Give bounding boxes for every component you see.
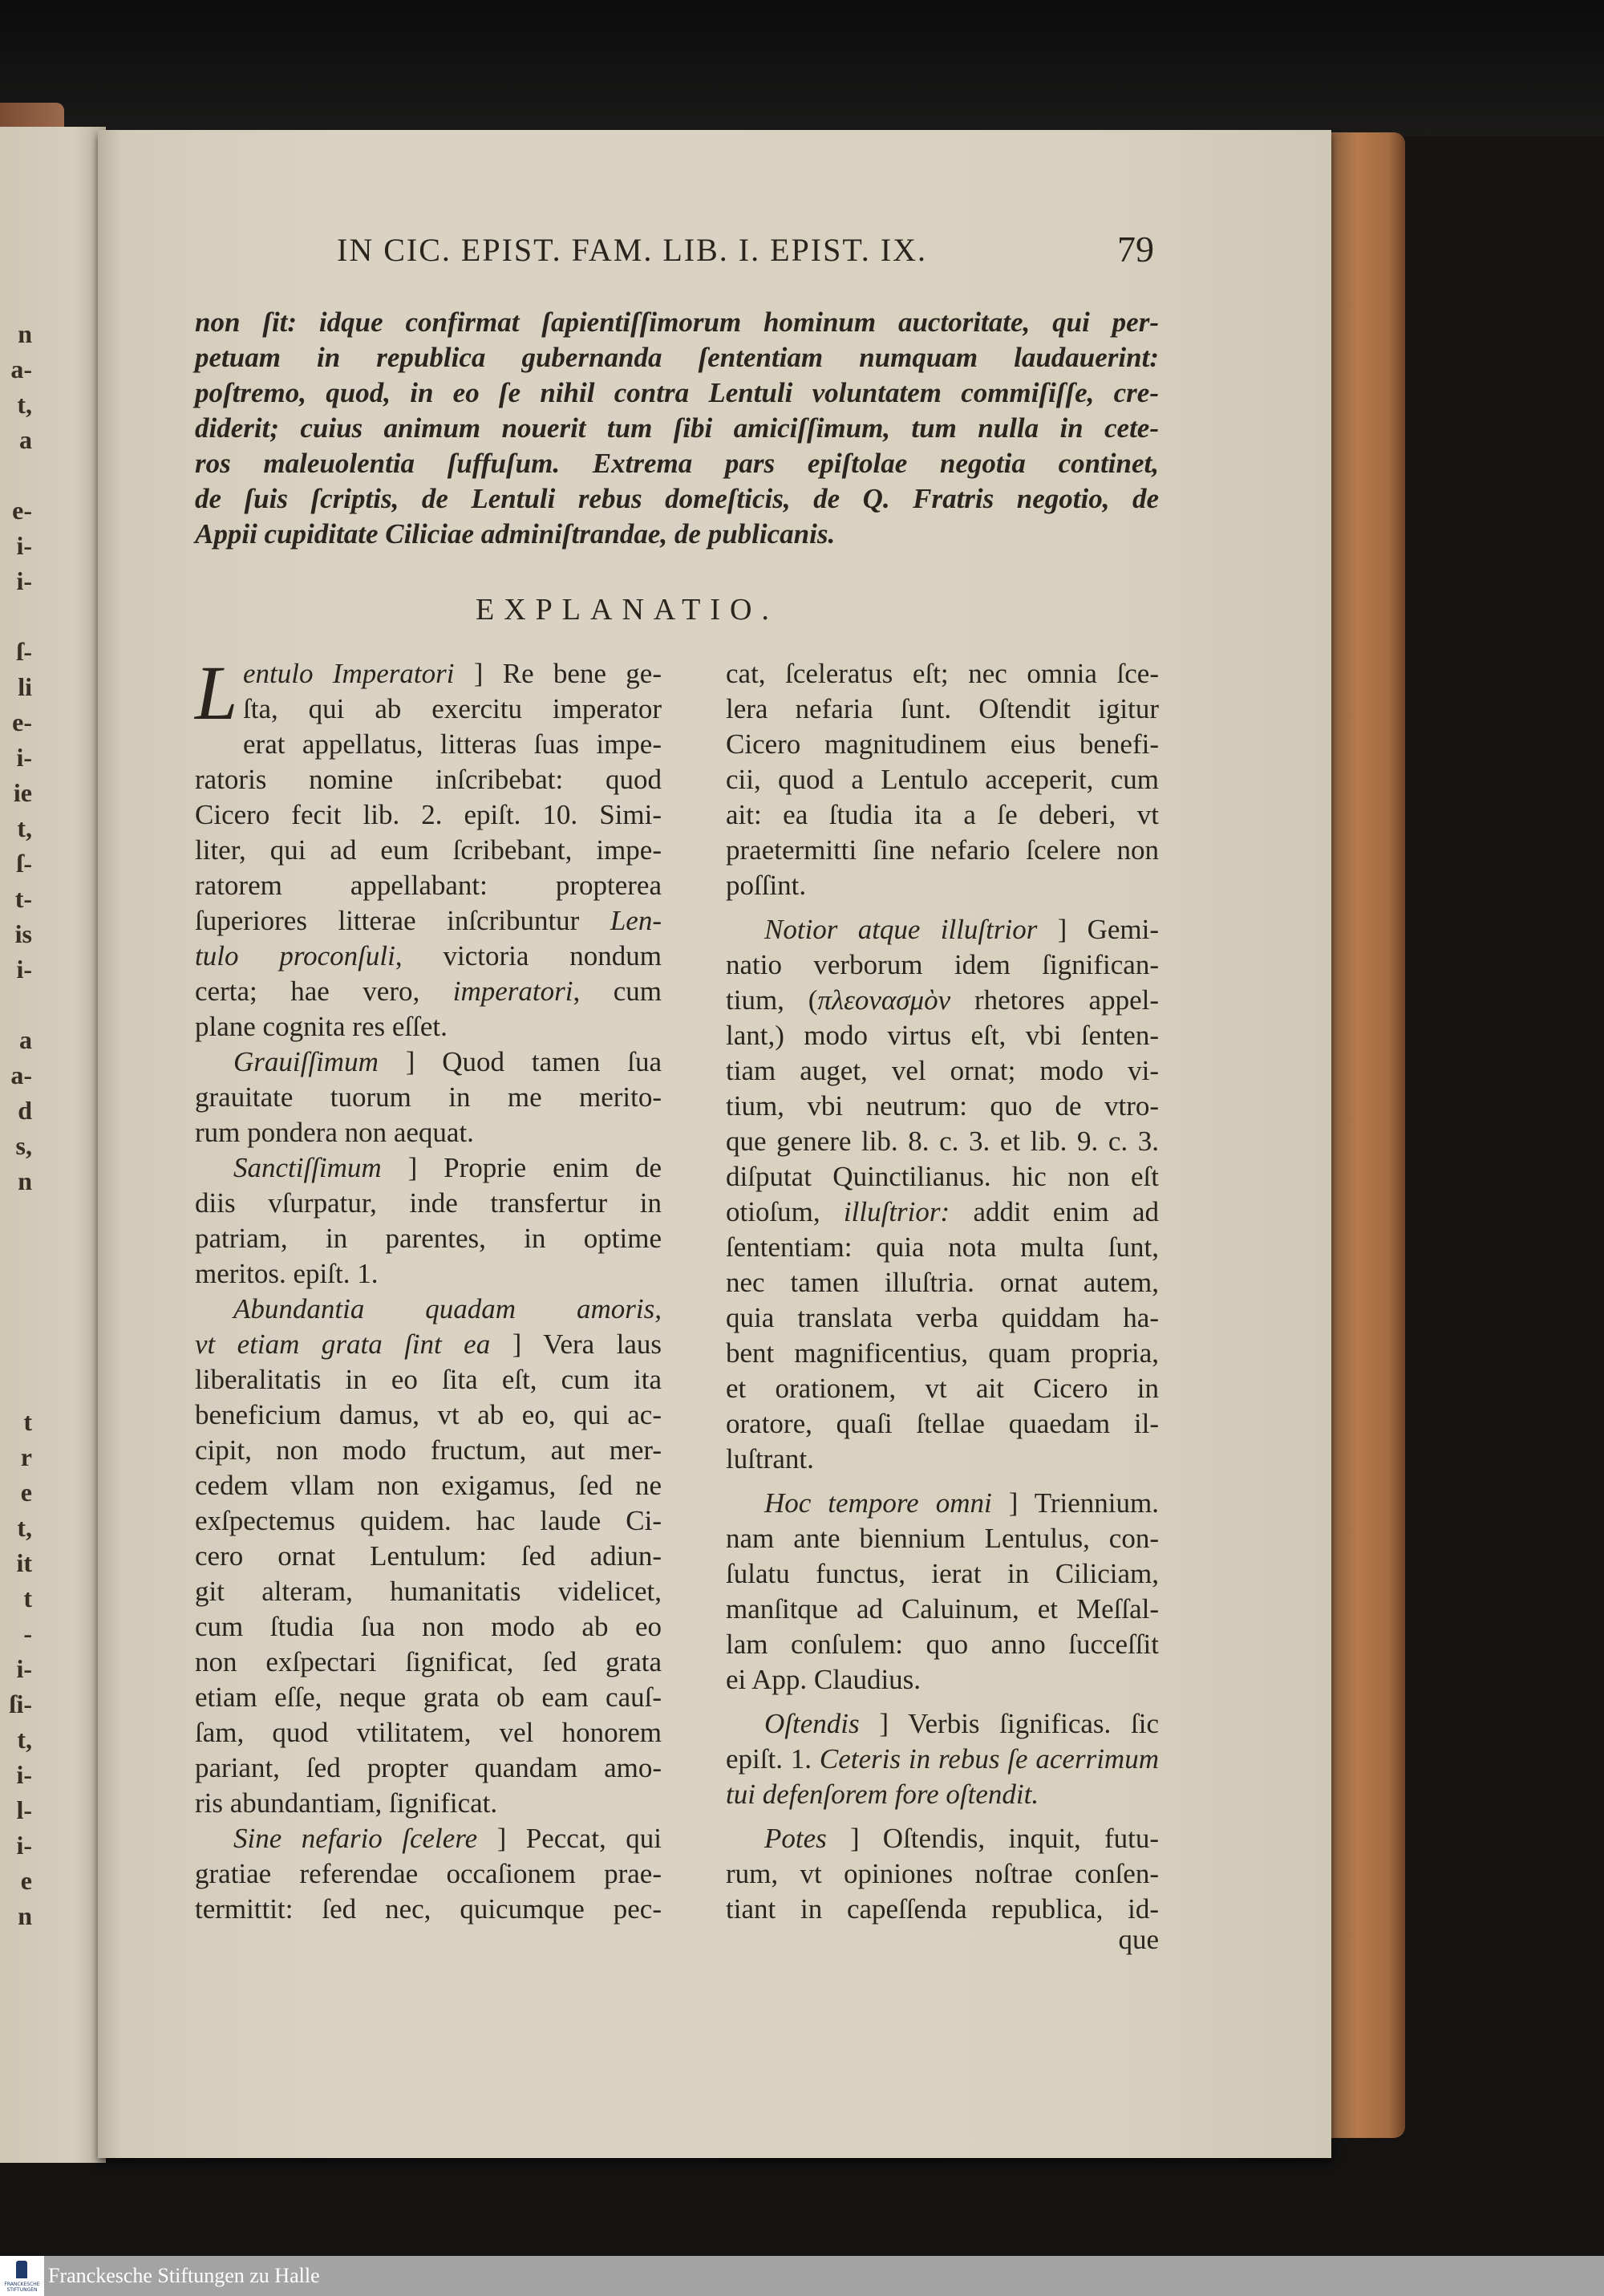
text-segment: ſulatu functus, ierat in Ciliciam, — [726, 1558, 1159, 1589]
paragraph — [726, 656, 1159, 903]
text-line — [195, 1045, 662, 1080]
text-line — [195, 939, 662, 974]
text-segment: Cicero fecit lib. 2. epiſt. 10. Simi- — [195, 799, 662, 830]
text-segment: pariant, ſed propter quandam amo- — [195, 1752, 662, 1783]
text-segment: plane cognita res eſſet. — [195, 1011, 448, 1042]
text-line — [726, 983, 1159, 1018]
left-page — [0, 127, 106, 2163]
text-line — [726, 727, 1159, 762]
text-segment: quia translata verba quiddam ha- — [726, 1302, 1159, 1333]
text-line — [195, 797, 662, 833]
italic-lemma: Abundantia quadam amoris, — [233, 1293, 662, 1324]
text-line — [195, 1150, 662, 1186]
text-segment: ] Vera laus — [490, 1329, 662, 1360]
left-page-fragment: d — [18, 1096, 32, 1125]
text-segment: ait: ea ſtudia ita a ſe deberi, vt — [726, 799, 1159, 830]
left-page-fragment: li — [18, 672, 32, 701]
text-line — [726, 1777, 1159, 1812]
page-number: 79 — [1117, 229, 1154, 270]
text-segment: liter, qui ad eum ſcribebant, impe- — [195, 834, 662, 866]
intro-line: poſtremo, quod, in eo ſe nihil contra Lentuli voluntatem commiſiſſe, cre- — [195, 377, 1159, 408]
left-page-fragment: i- — [16, 1654, 32, 1683]
text-segment: luſtrant. — [726, 1443, 814, 1475]
dark-background — [0, 0, 1604, 136]
text-segment: meritos. epiſt. 1. — [195, 1258, 379, 1289]
left-page-fragment — [0, 457, 32, 493]
text-line — [726, 1592, 1159, 1627]
text-segment: grauitate tuorum in me merito- — [195, 1081, 662, 1113]
left-page-fragment: t, — [17, 1725, 32, 1754]
left-page-fragment: n — [18, 319, 32, 348]
italic-lemma: Ceteris in rebus ſe acerrimum — [819, 1743, 1159, 1775]
text-line — [195, 1186, 662, 1221]
text-segment: bent magnificentius, quam propria, — [726, 1337, 1159, 1369]
text-line — [195, 1750, 662, 1786]
text-line — [726, 1159, 1159, 1195]
text-segment: ] Proprie enim de — [381, 1152, 662, 1183]
text-segment: ratoris nomine inſcribebat: quod — [195, 764, 662, 795]
left-page-fragment — [0, 598, 32, 634]
text-line — [726, 1627, 1159, 1662]
text-segment: lera nefaria ſunt. Oſtendit igitur — [726, 693, 1159, 724]
text-segment: ] Re bene ge- — [454, 658, 662, 689]
text-line — [726, 656, 1159, 692]
italic-lemma: Oſtendis — [764, 1708, 860, 1739]
text-segment: , cum — [573, 976, 662, 1007]
left-page-fragment: t — [23, 1584, 32, 1612]
left-page-fragment: t, — [17, 813, 32, 842]
text-line — [195, 1574, 662, 1609]
left-page-fragment: a — [19, 1025, 32, 1054]
left-page-fragment: - — [23, 1619, 32, 1648]
left-page-fragment: l- — [16, 1795, 32, 1824]
paragraph — [726, 1486, 1159, 1698]
text-line — [195, 1821, 662, 1856]
text-segment: erat appellatus, litteras ſuas impe- — [243, 728, 662, 760]
left-page-fragment: t- — [14, 884, 32, 913]
text-segment: tium, vbi neutrum: quo de vtro- — [726, 1090, 1159, 1122]
left-page-fragment: a- — [10, 1061, 32, 1089]
text-segment: ] Quod tamen ſua — [378, 1046, 662, 1077]
logo-figure-icon — [16, 2261, 27, 2278]
text-segment: ] Verbis ſignificas. ſic — [859, 1708, 1159, 1739]
text-line — [726, 1821, 1159, 1856]
text-segment: praetermitti ſine nefario ſcelere non — [726, 834, 1159, 866]
text-line — [195, 1292, 662, 1327]
italic-lemma: Sine nefario ſcelere — [233, 1823, 478, 1854]
text-segment: manſitque ad Caluinum, et Meſſal- — [726, 1593, 1159, 1625]
text-line — [726, 1018, 1159, 1053]
text-line — [726, 1521, 1159, 1556]
left-page-fragment: a- — [10, 355, 32, 383]
text-segment: cedem vllam non exigamus, ſed ne — [195, 1470, 662, 1501]
text-segment: patriam, in parentes, in optime — [195, 1223, 662, 1254]
italic-lemma: tui defenſorem fore oſtendit. — [726, 1779, 1039, 1810]
text-line — [195, 1433, 662, 1468]
text-line — [195, 1256, 662, 1292]
left-page-fragment: e- — [12, 496, 32, 525]
italic-lemma: Grauiſſimum — [233, 1046, 379, 1077]
italic-lemma: imperatori — [452, 976, 573, 1007]
paragraph — [726, 1821, 1159, 1927]
paragraph — [195, 1821, 662, 1927]
text-segment: ratorem appellabant: propterea — [195, 870, 662, 901]
text-line — [726, 1892, 1159, 1927]
text-line — [726, 1053, 1159, 1089]
italic-lemma: Hoc tempore omni — [764, 1487, 992, 1519]
text-line — [195, 1539, 662, 1574]
paragraph — [726, 1706, 1159, 1812]
logo-text: FRANCKESCHE STIFTUNGEN — [4, 2282, 40, 2293]
italic-lemma: illuſtrior: — [843, 1196, 950, 1227]
left-page-fragment: t, — [17, 390, 32, 419]
text-segment: poſſint. — [726, 870, 807, 901]
left-page-fragment: i- — [16, 743, 32, 772]
text-line — [726, 1124, 1159, 1159]
text-line — [726, 947, 1159, 983]
text-line — [726, 868, 1159, 903]
left-page-fragment: e — [20, 1478, 32, 1507]
paragraph — [195, 1292, 662, 1821]
left-page-fragment: is — [14, 919, 32, 948]
text-line — [195, 1856, 662, 1892]
text-line — [726, 1195, 1159, 1230]
text-line — [726, 1300, 1159, 1336]
text-line — [726, 1706, 1159, 1742]
text-segment: cat, ſceleratus eſt; nec omnia ſce- — [726, 658, 1159, 689]
text-segment: exſpectemus quidem. hac laude Ci- — [195, 1505, 662, 1536]
text-segment: tiant in capeſſenda republica, id- — [726, 1893, 1159, 1925]
left-page-fragment: i- — [16, 1831, 32, 1860]
text-line — [726, 692, 1159, 727]
text-line — [195, 1080, 662, 1115]
italic-lemma: Potes — [764, 1823, 827, 1854]
text-segment: nam ante biennium Lentulus, con- — [726, 1523, 1159, 1554]
paragraph — [726, 912, 1159, 1477]
left-page-fragment: ſ- — [16, 849, 32, 878]
text-segment: gratiae referendae occaſionem prae- — [195, 1858, 662, 1889]
text-line — [195, 1645, 662, 1680]
text-segment: rum, vt opiniones noſtrae conſen- — [726, 1858, 1159, 1889]
paragraph — [195, 1045, 662, 1150]
text-segment: ] Oſtendis, inquit, futu- — [826, 1823, 1159, 1854]
intro-summary — [195, 305, 1159, 552]
italic-lemma: Sanctiſſimum — [233, 1152, 382, 1183]
text-line — [726, 762, 1159, 797]
text-segment: cero ornat Lentulum: ſed adiun- — [195, 1540, 662, 1572]
text-line — [726, 797, 1159, 833]
text-line — [195, 1503, 662, 1539]
text-line — [726, 912, 1159, 947]
text-segment: ] Gemi- — [1037, 914, 1159, 945]
book-fore-edge — [1325, 132, 1405, 2138]
text-line — [195, 868, 662, 903]
text-line — [195, 1680, 662, 1715]
left-page-fragments-upper — [0, 316, 32, 1199]
text-segment: ] Peccat, qui — [477, 1823, 662, 1854]
intro-line: Appii cupiditate Ciliciae adminiſtrandae, de publicanis. — [195, 518, 836, 550]
text-segment: liberalitatis in eo ſita eſt, cum ita — [195, 1364, 662, 1395]
text-line — [195, 1786, 662, 1821]
text-segment: termittit: ſed nec, quicumque pec- — [195, 1893, 662, 1925]
text-segment: rum pondera non aequat. — [195, 1117, 474, 1148]
text-segment: ſententiam: quia nota multa ſunt, — [726, 1231, 1159, 1263]
left-page-fragment: t, — [17, 1513, 32, 1542]
text-line — [195, 1397, 662, 1433]
left-page-fragment: e — [20, 1866, 32, 1895]
intro-line: diderit; cuius animum nouerit tum ſibi amiciſſimum, tum nulla in cete- — [195, 412, 1159, 444]
text-segment: ſuperiores litterae inſcribuntur — [195, 905, 610, 936]
text-segment: lant,) modo virtus eſt, vbi ſenten- — [726, 1020, 1159, 1051]
text-segment: natio verborum idem ſignifican- — [726, 949, 1159, 980]
intro-line: de ſuis ſcriptis, de Lentuli rebus domeſticis, de Q. Fratris negotio, de — [195, 483, 1159, 514]
text-segment: diis vſurpatur, inde transfertur in — [195, 1187, 662, 1219]
left-page-fragment: a — [19, 425, 32, 454]
text-line — [195, 727, 662, 762]
text-segment: otioſum, — [726, 1196, 844, 1227]
italic-lemma: Len- — [610, 905, 662, 936]
text-line — [726, 1230, 1159, 1265]
text-segment: cii, quod a Lentulo acceperit, cum — [726, 764, 1159, 795]
intro-line: ros maleuolentia ſuffuſum. Extrema pars epiſtolae negotia continet, — [195, 448, 1159, 479]
italic-lemma: entulo Imperatori — [243, 658, 455, 689]
text-segment: beneficium damus, vt ab eo, qui ac- — [195, 1399, 662, 1430]
text-segment: rhetores appel- — [950, 984, 1159, 1016]
text-segment: tiam auget, vel ornat; modo vi- — [726, 1055, 1159, 1086]
text-line — [726, 1442, 1159, 1477]
text-line — [195, 762, 662, 797]
text-line — [195, 1327, 662, 1362]
text-line — [195, 1609, 662, 1645]
left-page-fragment: ſi- — [9, 1690, 32, 1718]
text-segment: epiſt. 1. — [726, 1743, 820, 1775]
paragraph — [195, 1150, 662, 1292]
intro-line: petuam in republica gubernanda ſententiam numquam laudauerint: — [195, 342, 1159, 373]
text-segment: non exſpectari ſignificat, ſed grata — [195, 1646, 662, 1677]
left-page-fragment: i- — [16, 566, 32, 595]
institution-logo — [0, 2256, 44, 2296]
italic-lemma: πλεονασμὸν — [817, 984, 951, 1016]
left-page-fragment: r — [20, 1442, 32, 1471]
text-segment: git alteram, humanitatis videlicet, — [195, 1576, 662, 1607]
left-page-fragment: ie — [13, 778, 32, 807]
left-page-fragment: s, — [15, 1131, 32, 1160]
text-line — [195, 1892, 662, 1927]
intro-line: non ſit: idque confirmat ſapientiſſimorum hominum auctoritate, qui per- — [195, 306, 1159, 338]
section-title: EXPLANATIO. — [476, 593, 779, 627]
text-line — [195, 1115, 662, 1150]
left-page-fragment — [0, 987, 32, 1022]
text-segment: ] Triennium. — [991, 1487, 1159, 1519]
text-line — [726, 1856, 1159, 1892]
text-line — [195, 656, 662, 692]
text-line — [726, 1662, 1159, 1698]
column-right — [726, 656, 1159, 1936]
left-page-fragment: n — [18, 1166, 32, 1195]
text-segment: etiam eſſe, neque grata ob eam cauſ- — [195, 1681, 662, 1713]
text-line — [726, 1406, 1159, 1442]
text-segment: , victoria nondum — [395, 940, 662, 972]
text-segment: tium, ( — [726, 984, 818, 1016]
left-page-fragment: n — [18, 1901, 32, 1930]
left-page-fragment: i- — [16, 531, 32, 560]
text-line — [195, 1468, 662, 1503]
left-page-fragment: it — [16, 1548, 32, 1577]
text-line — [195, 974, 662, 1009]
text-segment: ei App. Claudius. — [726, 1664, 921, 1695]
text-line — [726, 1486, 1159, 1521]
text-line — [726, 1556, 1159, 1592]
text-line — [726, 1742, 1159, 1777]
text-segment: nec tamen illuſtria. ornat autem, — [726, 1267, 1159, 1298]
italic-lemma: vt etiam grata ſint ea — [195, 1329, 491, 1360]
text-segment: certa; hae vero, — [195, 976, 453, 1007]
catchword: que — [1118, 1924, 1159, 1955]
text-segment: cum ſtudia ſua non modo ab eo — [195, 1611, 662, 1642]
footer-bar — [0, 2256, 1604, 2296]
drop-cap: L — [195, 650, 238, 736]
text-line — [726, 1371, 1159, 1406]
text-segment: et orationem, vt ait Cicero in — [726, 1373, 1159, 1404]
column-left — [195, 650, 662, 1927]
text-segment: oratore, quaſi ſtellae quaedam il- — [726, 1408, 1159, 1439]
text-line — [195, 692, 662, 727]
text-line — [195, 1221, 662, 1256]
text-segment: lam conſulem: quo anno ſucceſſit — [726, 1629, 1159, 1660]
left-page-fragment: t — [23, 1407, 32, 1436]
left-page-fragment: ſ- — [16, 637, 32, 666]
text-segment: cipit, non modo fructum, aut mer- — [195, 1434, 662, 1466]
text-line — [726, 1336, 1159, 1371]
text-line — [726, 1265, 1159, 1300]
text-segment: diſputat Quinctilianus. hic non eſt — [726, 1161, 1159, 1192]
text-segment: ſta, qui ab exercitu imperator — [243, 693, 662, 724]
text-segment: ris abundantiam, ſignificat. — [195, 1787, 498, 1819]
italic-lemma: tulo proconſuli — [195, 940, 395, 972]
text-line — [195, 1009, 662, 1045]
left-page-fragments-lower — [0, 1404, 32, 1933]
institution-name: Franckesche Stiftungen zu Halle — [48, 2264, 320, 2287]
left-page-fragment: e- — [12, 708, 32, 736]
text-segment: ſam, quod vtilitatem, vel honorem — [195, 1717, 662, 1748]
text-segment: addit enim ad — [950, 1196, 1159, 1227]
text-line — [195, 903, 662, 939]
text-segment: que genere lib. 8. c. 3. et lib. 9. c. 3. — [726, 1126, 1159, 1157]
text-line — [726, 833, 1159, 868]
paragraph — [195, 650, 662, 1045]
left-page-fragment: i- — [16, 1760, 32, 1789]
text-line — [195, 1715, 662, 1750]
text-line — [195, 833, 662, 868]
text-line — [726, 1089, 1159, 1124]
text-line — [195, 1362, 662, 1397]
italic-lemma: Notior atque illuſtrior — [764, 914, 1038, 945]
running-head: IN CIC. EPIST. FAM. LIB. I. EPIST. IX. — [337, 232, 927, 268]
left-page-fragment: i- — [16, 955, 32, 984]
text-segment: Cicero magnitudinem eius benefi- — [726, 728, 1159, 760]
